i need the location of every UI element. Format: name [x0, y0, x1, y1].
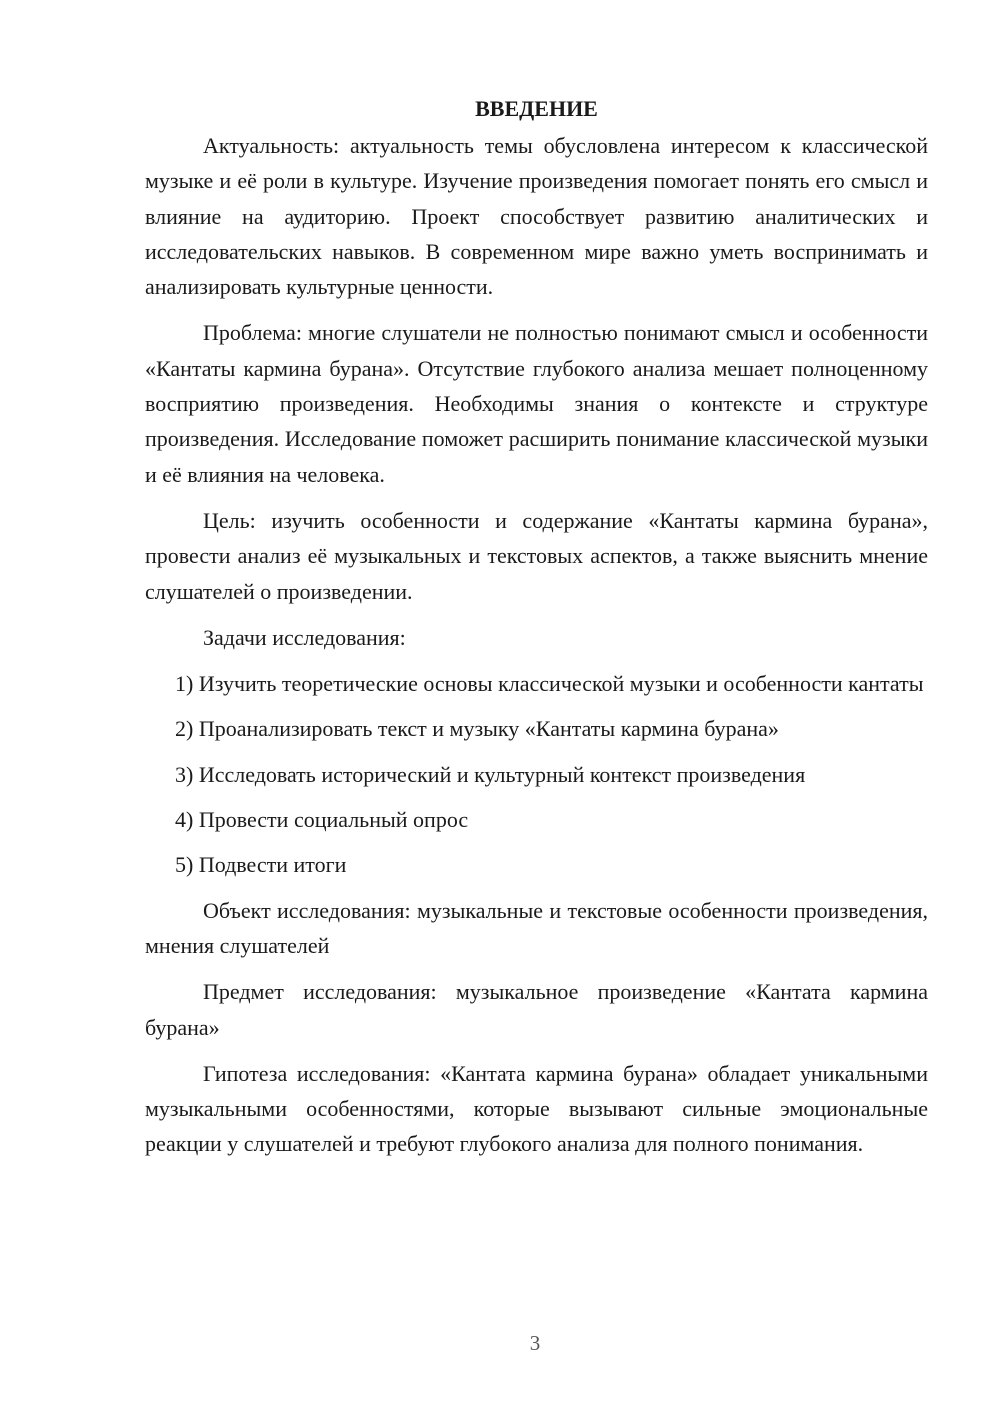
section-title: ВВЕДЕНИЕ	[475, 96, 598, 121]
task-item: 3) Исследовать исторический и культурный контекст произведения	[175, 761, 806, 787]
task-item: 5) Подвести итоги	[175, 852, 347, 878]
tasks-heading: Задачи исследования:	[203, 624, 406, 650]
problem-paragraph: Проблема: многие слушатели не полностью понимают смысл и особенности «Кантаты кармина бурана». Отсутствие глубокого анализа мешает полноценному восприятию произведения. Необходимы знания о контексте и структуре произведения. Исследование поможет расширить понимание классической музыки и её влияния на человека.	[145, 320, 928, 487]
page-number: 3	[529, 1331, 541, 1355]
task-item: 2) Проанализировать текст и музыку «Кантаты кармина бурана»	[175, 716, 779, 742]
document-page	[145, 92, 928, 1173]
task-item: 1) Изучить теоретические основы классической музыки и особенности кантаты	[175, 671, 924, 697]
relevance-paragraph: Актуальность: актуальность темы обусловлена интересом к классической музыке и её роли в культуре. Изучение произведения помогает понять его смысл и влияние на аудиторию. Проект способствует развитию аналитических и исследовательских навыков. В современном мире важно уметь воспринимать и анализировать культурные ценности.	[145, 133, 928, 300]
hypothesis-paragraph: Гипотеза исследования: «Кантата кармина бурана» обладает уникальными музыкальными особенностями, которые вызывают сильные эмоциональные реакции у слушателей и требуют глубокого анализа для полного понимания.	[145, 1060, 928, 1157]
goal-paragraph: Цель: изучить особенности и содержание «Кантаты кармина бурана», провести анализ её музыкальных и текстовых аспектов, а также выяснить мнение слушателей о произведении.	[145, 507, 928, 604]
tasks-list	[145, 666, 928, 882]
object-paragraph: Объект исследования: музыкальные и текстовые особенности произведения, мнения слушателей	[145, 897, 928, 958]
task-item: 4) Провести социальный опрос	[175, 807, 469, 833]
subject-paragraph: Предмет исследования: музыкальное произведение «Кантата кармина бурана»	[145, 979, 928, 1040]
